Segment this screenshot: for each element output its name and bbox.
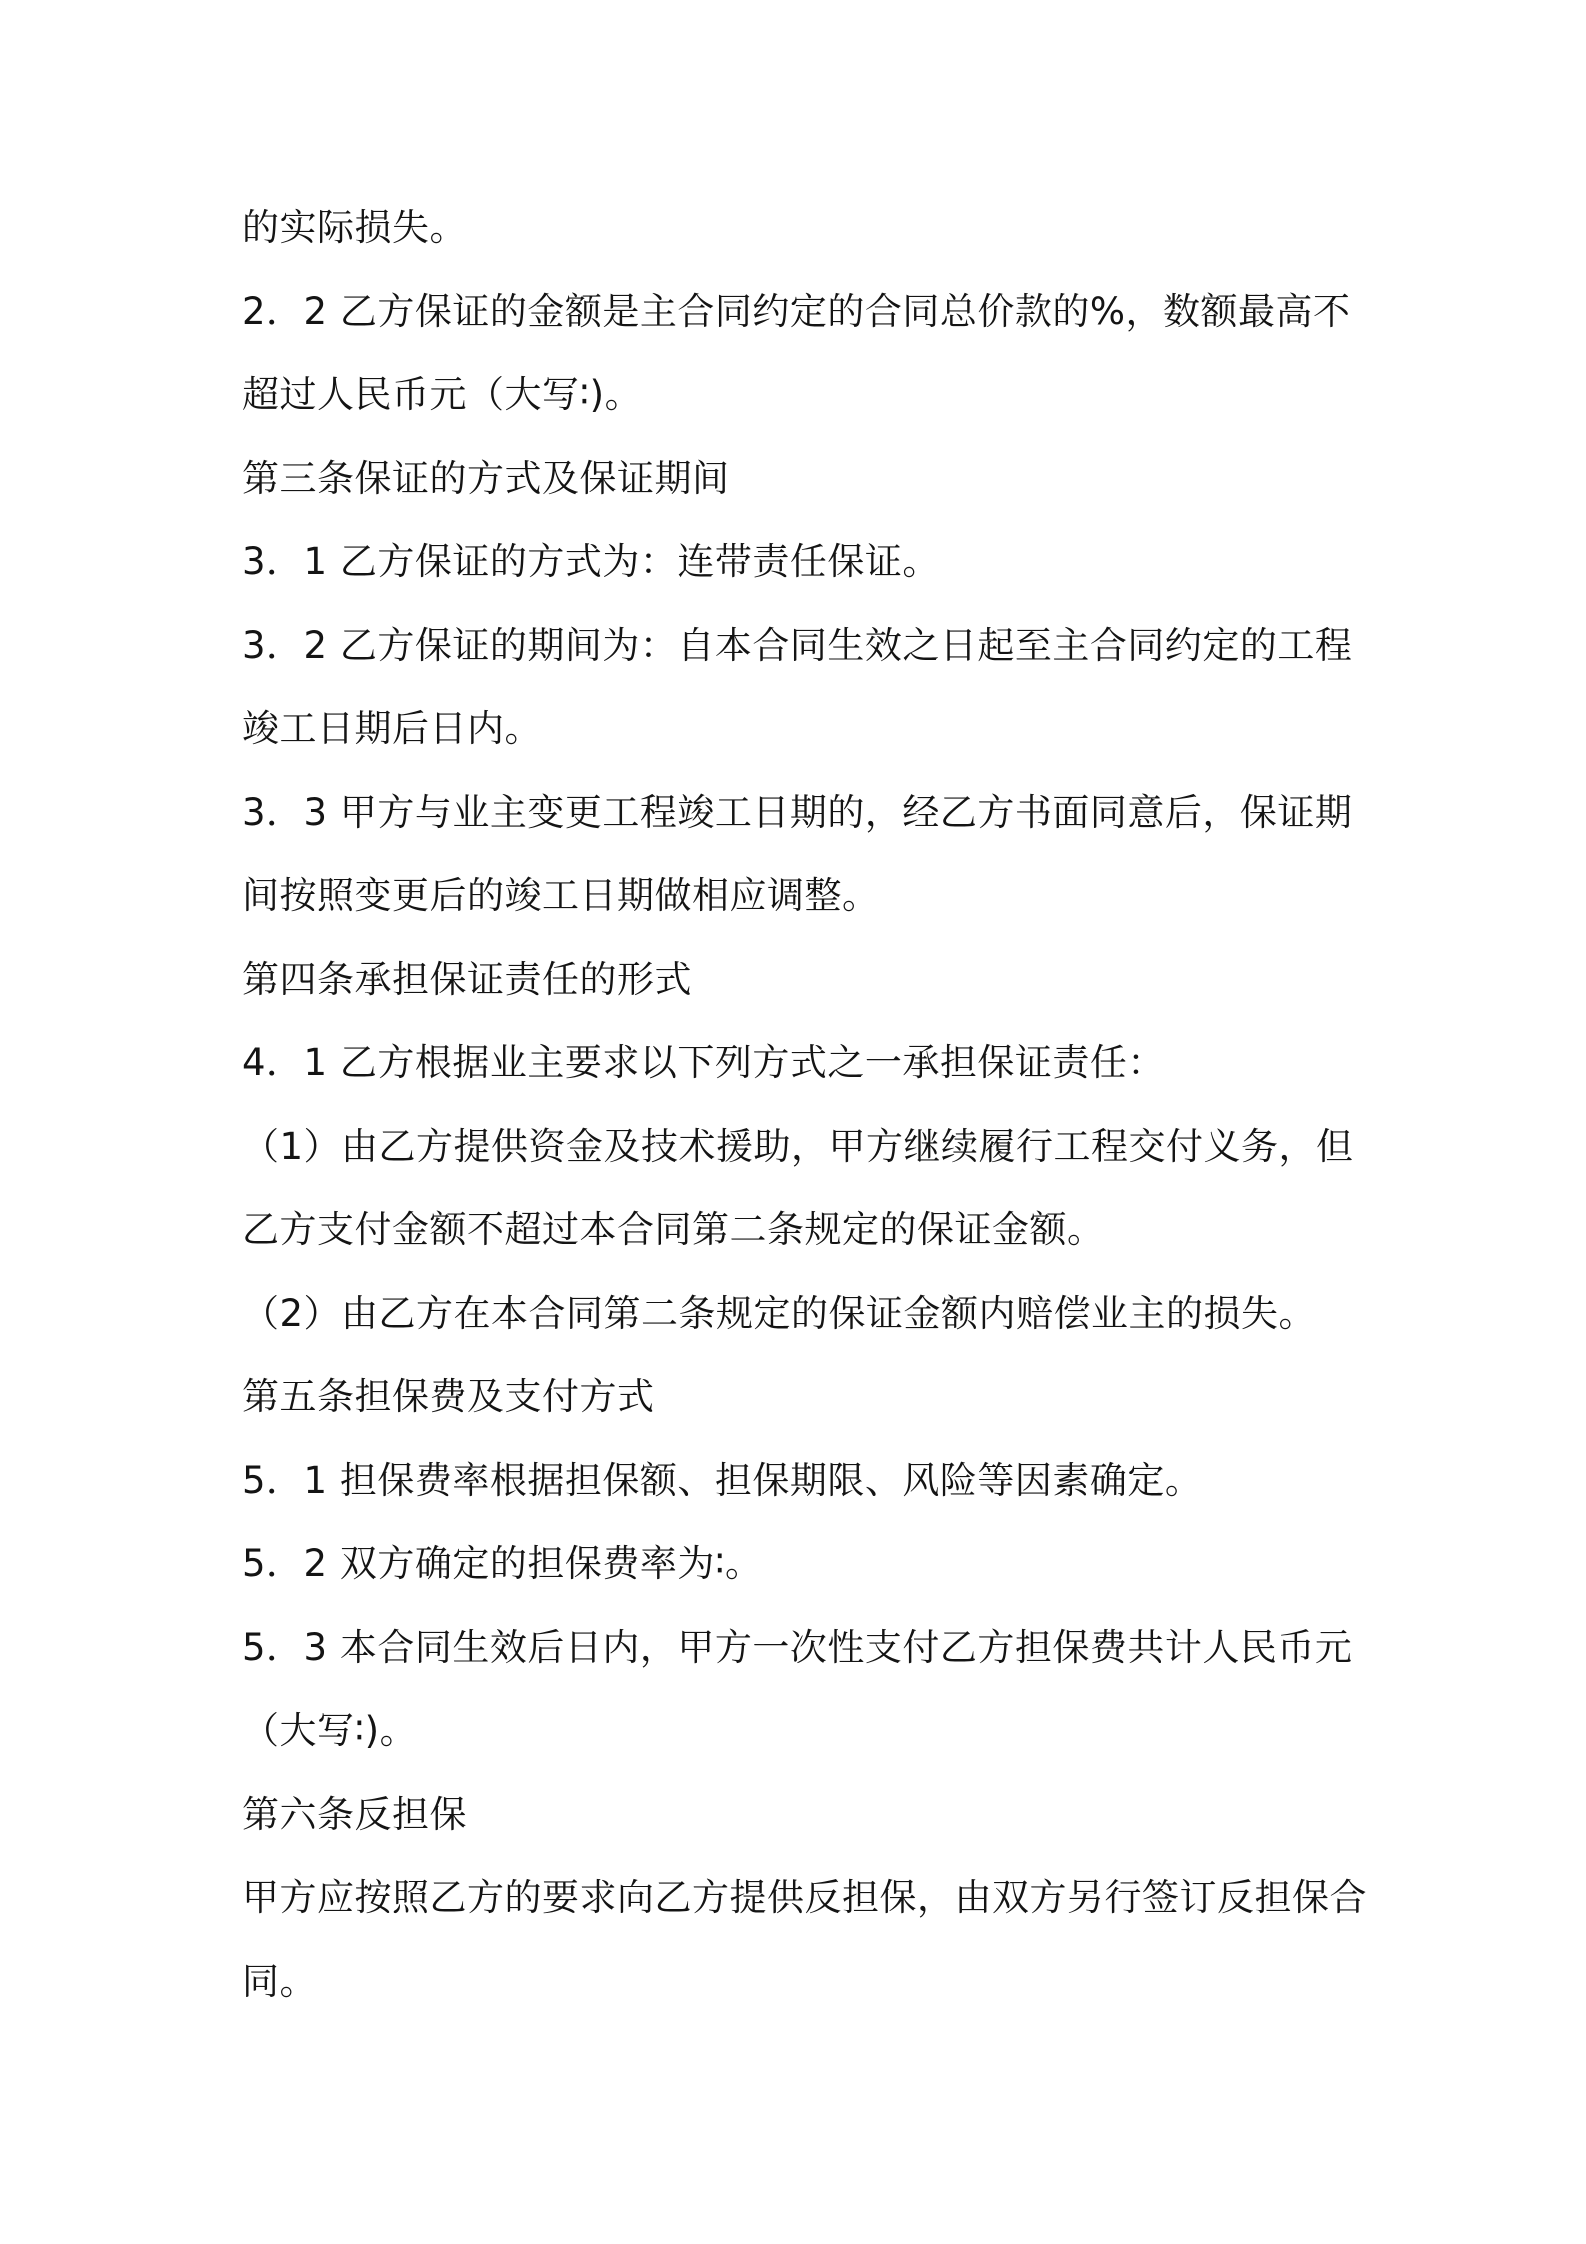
item-1-line-2: 乙方支付金额不超过本合同第二条规定的保证金额。 [242,1208,1105,1251]
clause-3-2-line-1: 3．2 乙方保证的期间为：自本合同生效之日起至主合同约定的工程 [242,624,1353,667]
clause-2-2-line-2: 超过人民币元（大写∶)。 [242,373,643,416]
article-5-heading: 第五条担保费及支付方式 [242,1375,655,1418]
clause-3-3-line-1: 3．3 甲方与业主变更工程竣工日期的，经乙方书面同意后，保证期 [242,791,1353,834]
text-line: 的实际损失。 [242,206,467,249]
clause-2-2-line-1: 2．2 乙方保证的金额是主合同约定的合同总价款的%，数额最高不 [242,290,1351,333]
clause-3-3-line-2: 间按照变更后的竣工日期做相应调整。 [242,874,880,917]
clause-5-1: 5．1 担保费率根据担保额、担保期限、风险等因素确定。 [242,1459,1203,1502]
article-6-text-line-1: 甲方应按照乙方的要求向乙方提供反担保，由双方另行签订反担保合 [242,1876,1367,1919]
clause-4-1: 4．1 乙方根据业主要求以下列方式之一承担保证责任： [242,1041,1165,1084]
clause-3-1: 3．1 乙方保证的方式为：连带责任保证。 [242,540,940,583]
clause-5-2: 5．2 双方确定的担保费率为∶。 [242,1542,763,1585]
item-2: （2）由乙方在本合同第二条规定的保证金额内赔偿业主的损失。 [242,1292,1317,1335]
item-1-line-1: （1）由乙方提供资金及技术援助，甲方继续履行工程交付义务，但 [242,1125,1354,1168]
clause-3-2-line-2: 竣工日期后日内。 [242,707,542,750]
clause-5-3-line-1: 5．3 本合同生效后日内，甲方一次性支付乙方担保费共计人民币元 [242,1626,1353,1669]
article-6-text-line-2: 同。 [242,1960,317,2003]
article-6-heading: 第六条反担保 [242,1793,467,1836]
article-3-heading: 第三条保证的方式及保证期间 [242,457,730,500]
clause-5-3-line-2: （大写∶)。 [242,1709,418,1752]
article-4-heading: 第四条承担保证责任的形式 [242,958,692,1001]
